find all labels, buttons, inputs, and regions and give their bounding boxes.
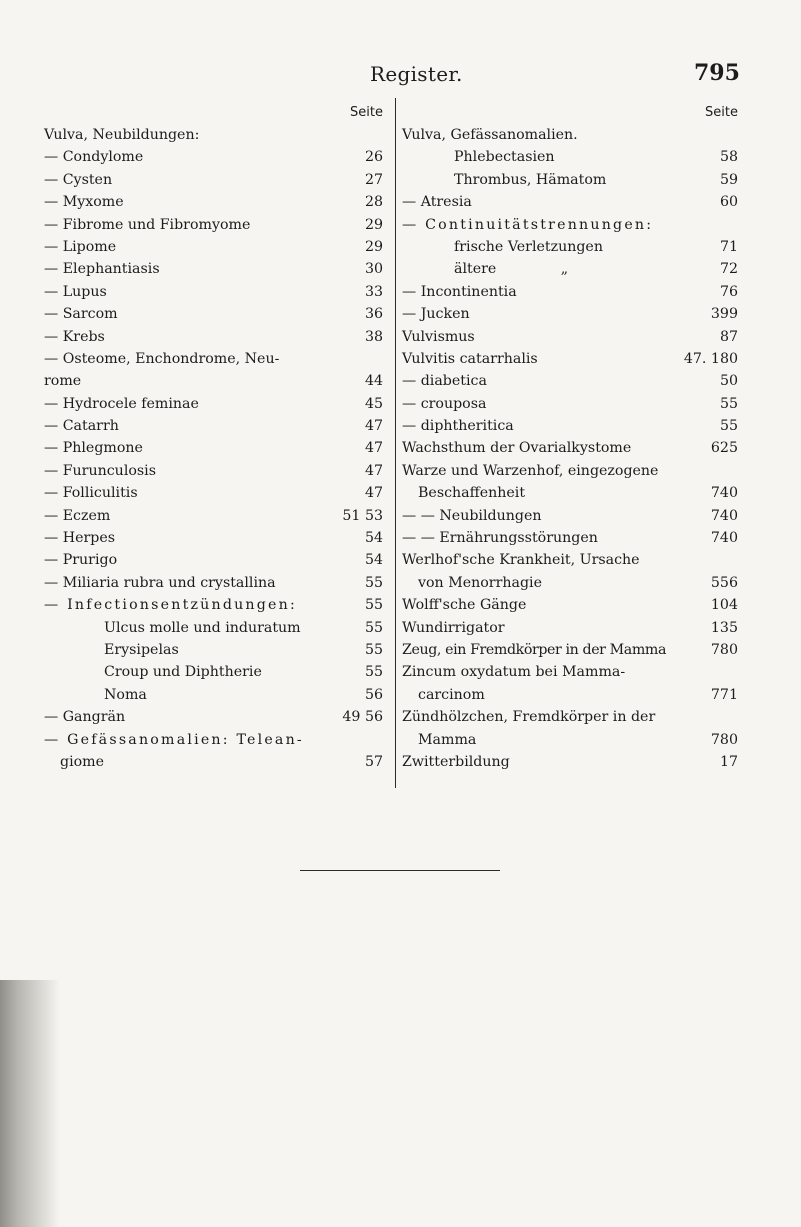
index-entry xyxy=(402,505,738,527)
index-entry xyxy=(402,594,738,616)
entry-text: — Osteome, Enchondrome, Neu- xyxy=(44,350,280,367)
seite-label-right: Seite xyxy=(705,105,738,120)
entry-page: 780 xyxy=(710,641,738,658)
index-entry xyxy=(44,729,383,751)
entry-text: Vulvismus xyxy=(402,328,475,345)
entry-page: 59 xyxy=(719,171,738,188)
entry-text: — Catarrh xyxy=(44,418,119,435)
entry-text: Erysipelas xyxy=(104,641,179,658)
entry-text: Croup und Diphtherie xyxy=(104,664,262,681)
index-entry xyxy=(44,191,383,213)
entry-text: Warze und Warzenhof, eingezogene xyxy=(402,462,659,479)
entry-text: Vulva, Gefässanomalien. xyxy=(402,127,578,143)
entry-text: Zündhölzchen, Fremdkörper in der xyxy=(402,709,656,726)
entry-text: — diabetica xyxy=(402,373,487,390)
index-entry xyxy=(44,415,383,437)
index-entry xyxy=(402,661,738,683)
page-number: 795 xyxy=(694,60,740,86)
entry-page: 29 xyxy=(364,216,383,233)
index-entry xyxy=(402,348,738,370)
entry-text: — Condylome xyxy=(44,149,144,166)
entry-page: 28 xyxy=(364,194,383,211)
entry-text: Beschaffenheit xyxy=(418,485,526,502)
index-entry xyxy=(402,706,738,728)
index-entry xyxy=(402,258,738,280)
index-entry xyxy=(44,258,383,280)
entry-page: 399 xyxy=(710,306,738,323)
entry-text: ältere „ xyxy=(454,261,569,278)
entry-page: 55 xyxy=(364,664,383,681)
right-column xyxy=(402,102,738,773)
entry-text: Thrombus, Hämatom xyxy=(454,171,607,188)
entry-page: 54 xyxy=(364,530,383,547)
index-entry xyxy=(402,639,738,661)
entry-text: — diphtheritica xyxy=(402,418,514,435)
index-entry xyxy=(402,549,738,571)
entry-text: — Phlegmone xyxy=(44,440,143,457)
entry-text: — Prurigo xyxy=(44,552,118,569)
index-entry xyxy=(402,527,738,549)
entry-text: rome xyxy=(44,373,82,390)
entry-page: 26 xyxy=(364,149,383,166)
index-entry xyxy=(44,236,383,258)
entry-page: 27 xyxy=(364,171,383,188)
entry-page: 135 xyxy=(710,619,738,636)
index-entry xyxy=(44,505,383,527)
entry-text: Vulvitis catarrhalis xyxy=(402,350,538,367)
entry-text: — Fibrome und Fibromyome xyxy=(44,216,251,233)
entry-text: Mamma xyxy=(418,731,477,748)
entry-text: — Folliculitis xyxy=(44,485,138,502)
index-entry xyxy=(44,482,383,504)
index-entry xyxy=(402,393,738,415)
index-entry xyxy=(402,124,738,146)
entry-text: — Lupus xyxy=(44,283,107,300)
entry-text: — Jucken xyxy=(402,306,470,323)
index-entry xyxy=(44,751,383,773)
entry-text: Ulcus molle und induratum xyxy=(104,619,301,636)
entry-page: 625 xyxy=(710,440,738,457)
entry-text: Zincum oxydatum bei Mamma- xyxy=(402,664,626,681)
entry-page: 54 xyxy=(364,552,383,569)
entry-text: — Krebs xyxy=(44,328,105,345)
entry-page: 45 xyxy=(364,395,383,412)
index-entry xyxy=(44,169,383,191)
entry-text: — Cysten xyxy=(44,171,113,188)
entry-page: 51 53 xyxy=(342,507,383,524)
index-entry xyxy=(402,281,738,303)
entry-text: Wolff'sche Gänge xyxy=(402,597,527,614)
entry-text: — Gefässanomalien: Telean- xyxy=(44,731,304,748)
column-divider xyxy=(395,98,396,788)
index-entry xyxy=(44,393,383,415)
entry-text: frische Verletzungen xyxy=(454,238,603,255)
entry-page: 33 xyxy=(364,283,383,300)
index-entry xyxy=(402,460,738,482)
entry-text: Wundirrigator xyxy=(402,619,505,636)
entry-text: — Herpes xyxy=(44,530,116,547)
entry-page: 740 xyxy=(710,530,738,547)
index-entry xyxy=(402,236,738,258)
index-entry xyxy=(44,684,383,706)
entry-page: 56 xyxy=(364,686,383,703)
index-entry xyxy=(44,572,383,594)
index-entry xyxy=(44,214,383,236)
entry-page: 44 xyxy=(364,373,383,390)
entry-text: Vulva, Neubildungen: xyxy=(44,127,200,143)
index-entry xyxy=(44,460,383,482)
entry-page: 76 xyxy=(719,283,738,300)
index-entry xyxy=(44,326,383,348)
bottom-rule xyxy=(300,870,500,871)
entry-page: 771 xyxy=(710,686,738,703)
entry-text: — Atresia xyxy=(402,194,472,211)
index-entry xyxy=(402,214,738,236)
entry-text: — Incontinentia xyxy=(402,283,517,300)
index-entry xyxy=(44,281,383,303)
index-entry xyxy=(402,146,738,168)
entry-page: 60 xyxy=(719,194,738,211)
entry-page: 17 xyxy=(719,753,738,770)
index-entry xyxy=(44,706,383,728)
entry-page: 55 xyxy=(364,641,383,658)
entry-page: 72 xyxy=(719,261,738,278)
entry-text: — crouposa xyxy=(402,395,487,412)
index-entry xyxy=(402,482,738,504)
page-header xyxy=(0,62,801,92)
entry-text: — Gangrän xyxy=(44,709,126,726)
entry-page: 38 xyxy=(364,328,383,345)
entry-text: Wachsthum der Ovarialkystome xyxy=(402,440,632,457)
entry-text: — Furunculosis xyxy=(44,462,156,479)
entry-page: 47 xyxy=(364,485,383,502)
index-entry xyxy=(44,617,383,639)
entry-page: 104 xyxy=(710,597,738,614)
entry-text: — Eczem xyxy=(44,507,111,524)
entry-page: 49 56 xyxy=(342,709,383,726)
index-entry xyxy=(402,729,738,751)
entry-text: — — Neubildungen xyxy=(402,507,542,524)
entry-text: Zeug, ein Fremdkörper in der Mamma xyxy=(402,641,667,658)
left-column xyxy=(44,102,383,773)
index-entry xyxy=(44,594,383,616)
entry-text: — Myxome xyxy=(44,194,124,211)
entry-text: giome xyxy=(60,753,105,770)
entry-page: 30 xyxy=(364,261,383,278)
entry-page: 57 xyxy=(364,753,383,770)
entry-text: von Menorrhagie xyxy=(418,574,542,591)
entry-page: 29 xyxy=(364,238,383,255)
entry-text: Werlhof'sche Krankheit, Ursache xyxy=(402,552,640,569)
index-entry xyxy=(44,348,383,370)
entry-text: — Sarcom xyxy=(44,306,118,323)
index-entry xyxy=(402,572,738,594)
index-entry xyxy=(402,169,738,191)
entry-page: 50 xyxy=(719,373,738,390)
index-entry xyxy=(402,751,738,773)
entry-page: 55 xyxy=(364,619,383,636)
index-entry xyxy=(44,370,383,392)
index-entry xyxy=(44,303,383,325)
entry-text: — — Ernährungsstörungen xyxy=(402,530,598,547)
entry-page: 780 xyxy=(710,731,738,748)
entry-page: 740 xyxy=(710,485,738,502)
entry-page: 47. 180 xyxy=(683,350,738,367)
index-entry xyxy=(44,146,383,168)
entry-page: 55 xyxy=(364,574,383,591)
entry-text: — Elephantiasis xyxy=(44,261,160,278)
entry-text: Noma xyxy=(104,686,147,703)
index-entry xyxy=(44,549,383,571)
entry-text: — Lipome xyxy=(44,238,117,255)
entry-page: 55 xyxy=(719,395,738,412)
entry-page: 47 xyxy=(364,462,383,479)
index-entry xyxy=(402,370,738,392)
entry-page: 47 xyxy=(364,418,383,435)
index-entry xyxy=(402,617,738,639)
entry-page: 36 xyxy=(364,306,383,323)
entry-page: 87 xyxy=(719,328,738,345)
entry-page: 71 xyxy=(719,238,738,255)
seite-label-left: Seite xyxy=(350,105,383,120)
entry-page: 556 xyxy=(710,574,738,591)
entry-page: 55 xyxy=(719,418,738,435)
entry-page: 58 xyxy=(719,149,738,166)
entry-page: 740 xyxy=(710,507,738,524)
index-entry xyxy=(402,415,738,437)
index-entry xyxy=(44,527,383,549)
index-entry xyxy=(402,437,738,459)
index-entry xyxy=(44,437,383,459)
index-entry xyxy=(402,326,738,348)
entry-page: 47 xyxy=(364,440,383,457)
page-title: Register. xyxy=(370,62,463,86)
entry-text: — Hydrocele feminae xyxy=(44,395,199,412)
index-entry xyxy=(44,124,383,146)
entry-text: Zwitterbildung xyxy=(402,753,510,770)
entry-text: — Continuitätstrennungen: xyxy=(402,216,654,233)
index-entry xyxy=(402,684,738,706)
index-entry xyxy=(402,191,738,213)
index-entry xyxy=(44,661,383,683)
entry-text: carcinom xyxy=(418,686,485,703)
entry-text: — Infectionsentzündungen: xyxy=(44,597,297,614)
index-entry xyxy=(402,303,738,325)
entry-text: — Miliaria rubra und crystallina xyxy=(44,574,276,591)
entry-page: 55 xyxy=(364,597,383,614)
index-entry xyxy=(44,639,383,661)
entry-text: Phlebectasien xyxy=(454,149,555,166)
page-edge-shadow xyxy=(0,980,60,1227)
